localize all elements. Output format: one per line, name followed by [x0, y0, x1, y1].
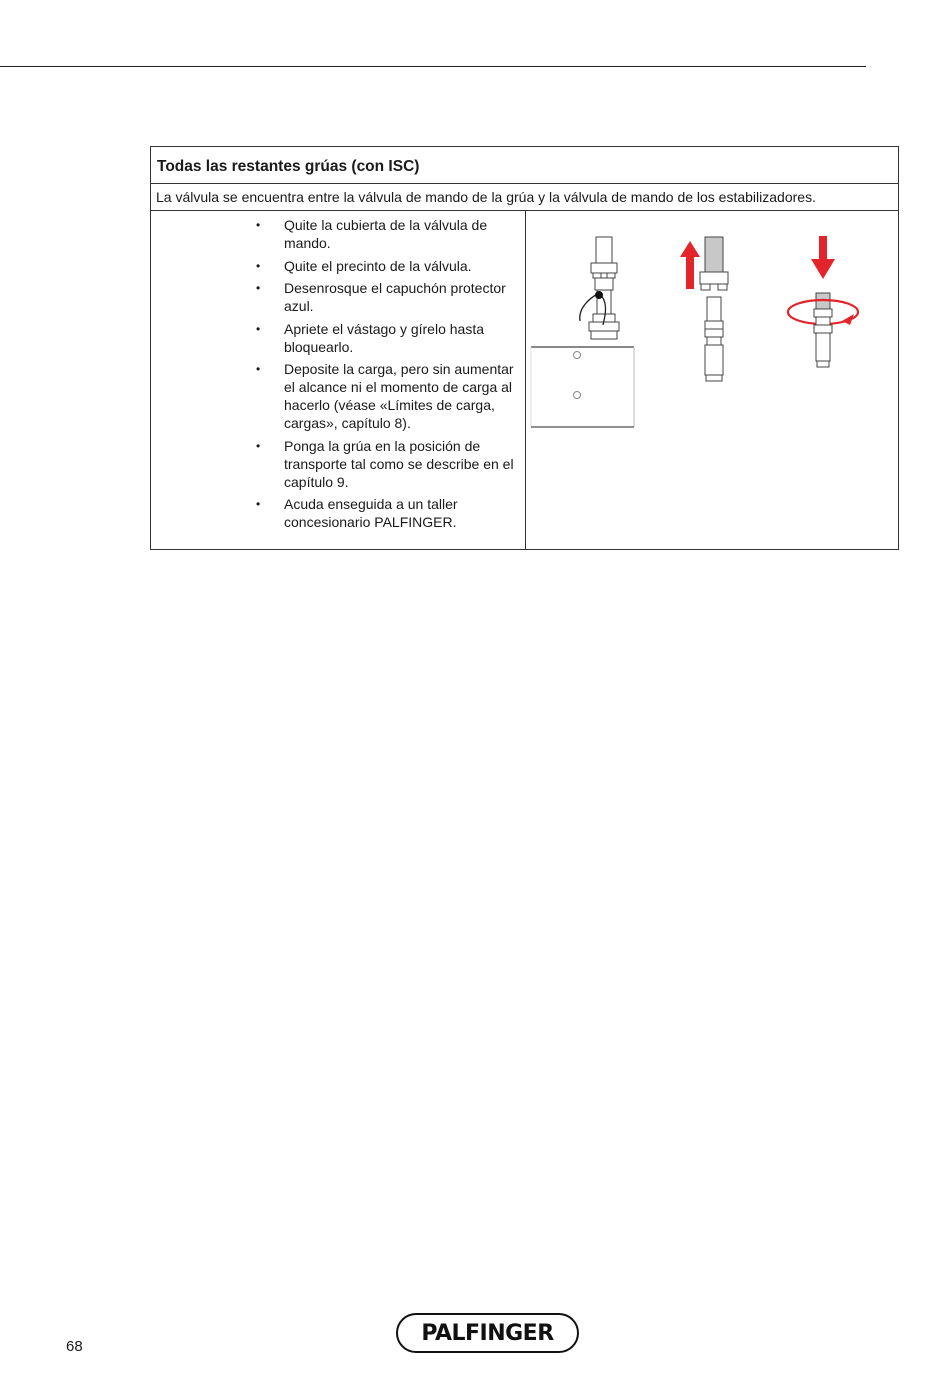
step-text: Quite el precinto de la válvula. — [284, 257, 472, 274]
palfinger-logo — [396, 1313, 579, 1353]
page-number: 68 — [66, 1338, 83, 1355]
bullet-icon: • — [256, 281, 261, 295]
arrow-up-icon — [680, 241, 700, 289]
step-text: Desenrosque el capuchón protector azul. — [284, 280, 506, 314]
arrow-down-icon — [811, 236, 835, 279]
header-rule — [0, 66, 866, 67]
step-text: Ponga la grúa en la posición de transporte tal como se describe en el capítulo 9. — [284, 437, 514, 490]
bullet-icon: • — [256, 497, 261, 511]
section-title: Todas las restantes grúas (con ISC) — [151, 147, 898, 184]
list-item — [253, 360, 523, 432]
list-item — [253, 437, 523, 491]
step-text: Apriete el vástago y gírelo hasta bloquearlo. — [284, 320, 485, 355]
bullet-icon: • — [256, 438, 261, 453]
list-item — [253, 495, 523, 531]
step-text: Deposite la carga, pero sin aumentar el alcance ni el momento de carga al hacerlo (véase «Límites de carga, cargas», capítulo 8). — [284, 361, 514, 431]
section-description: La válvula se encuentra entre la válvula de mando de la grúa y la válvula de mando de los estabilizadores. — [151, 184, 898, 211]
list-item — [253, 279, 523, 315]
bullet-icon: • — [256, 321, 261, 336]
bullet-icon: • — [256, 258, 261, 273]
list-item — [253, 320, 523, 356]
steps-cell — [151, 211, 526, 549]
list-item — [253, 216, 523, 252]
valve-info-table — [150, 146, 899, 550]
steps-list — [253, 211, 523, 536]
list-item — [253, 257, 523, 275]
bullet-icon: • — [256, 218, 261, 232]
step-text: Quite la cubierta de la válvula de mando. — [284, 217, 488, 251]
cap-removal-figure — [680, 237, 728, 381]
bullet-icon: • — [256, 362, 261, 376]
step-text: Acuda enseguida a un taller concesionario PALFINGER. — [284, 496, 458, 530]
valve-figure-cell — [526, 211, 898, 549]
valve-illustration — [526, 211, 899, 549]
table-body — [151, 211, 898, 549]
logo-text: PALFINGER — [421, 1320, 554, 1346]
press-and-rotate-figure — [788, 236, 858, 367]
valve-with-seal-figure — [531, 237, 634, 427]
